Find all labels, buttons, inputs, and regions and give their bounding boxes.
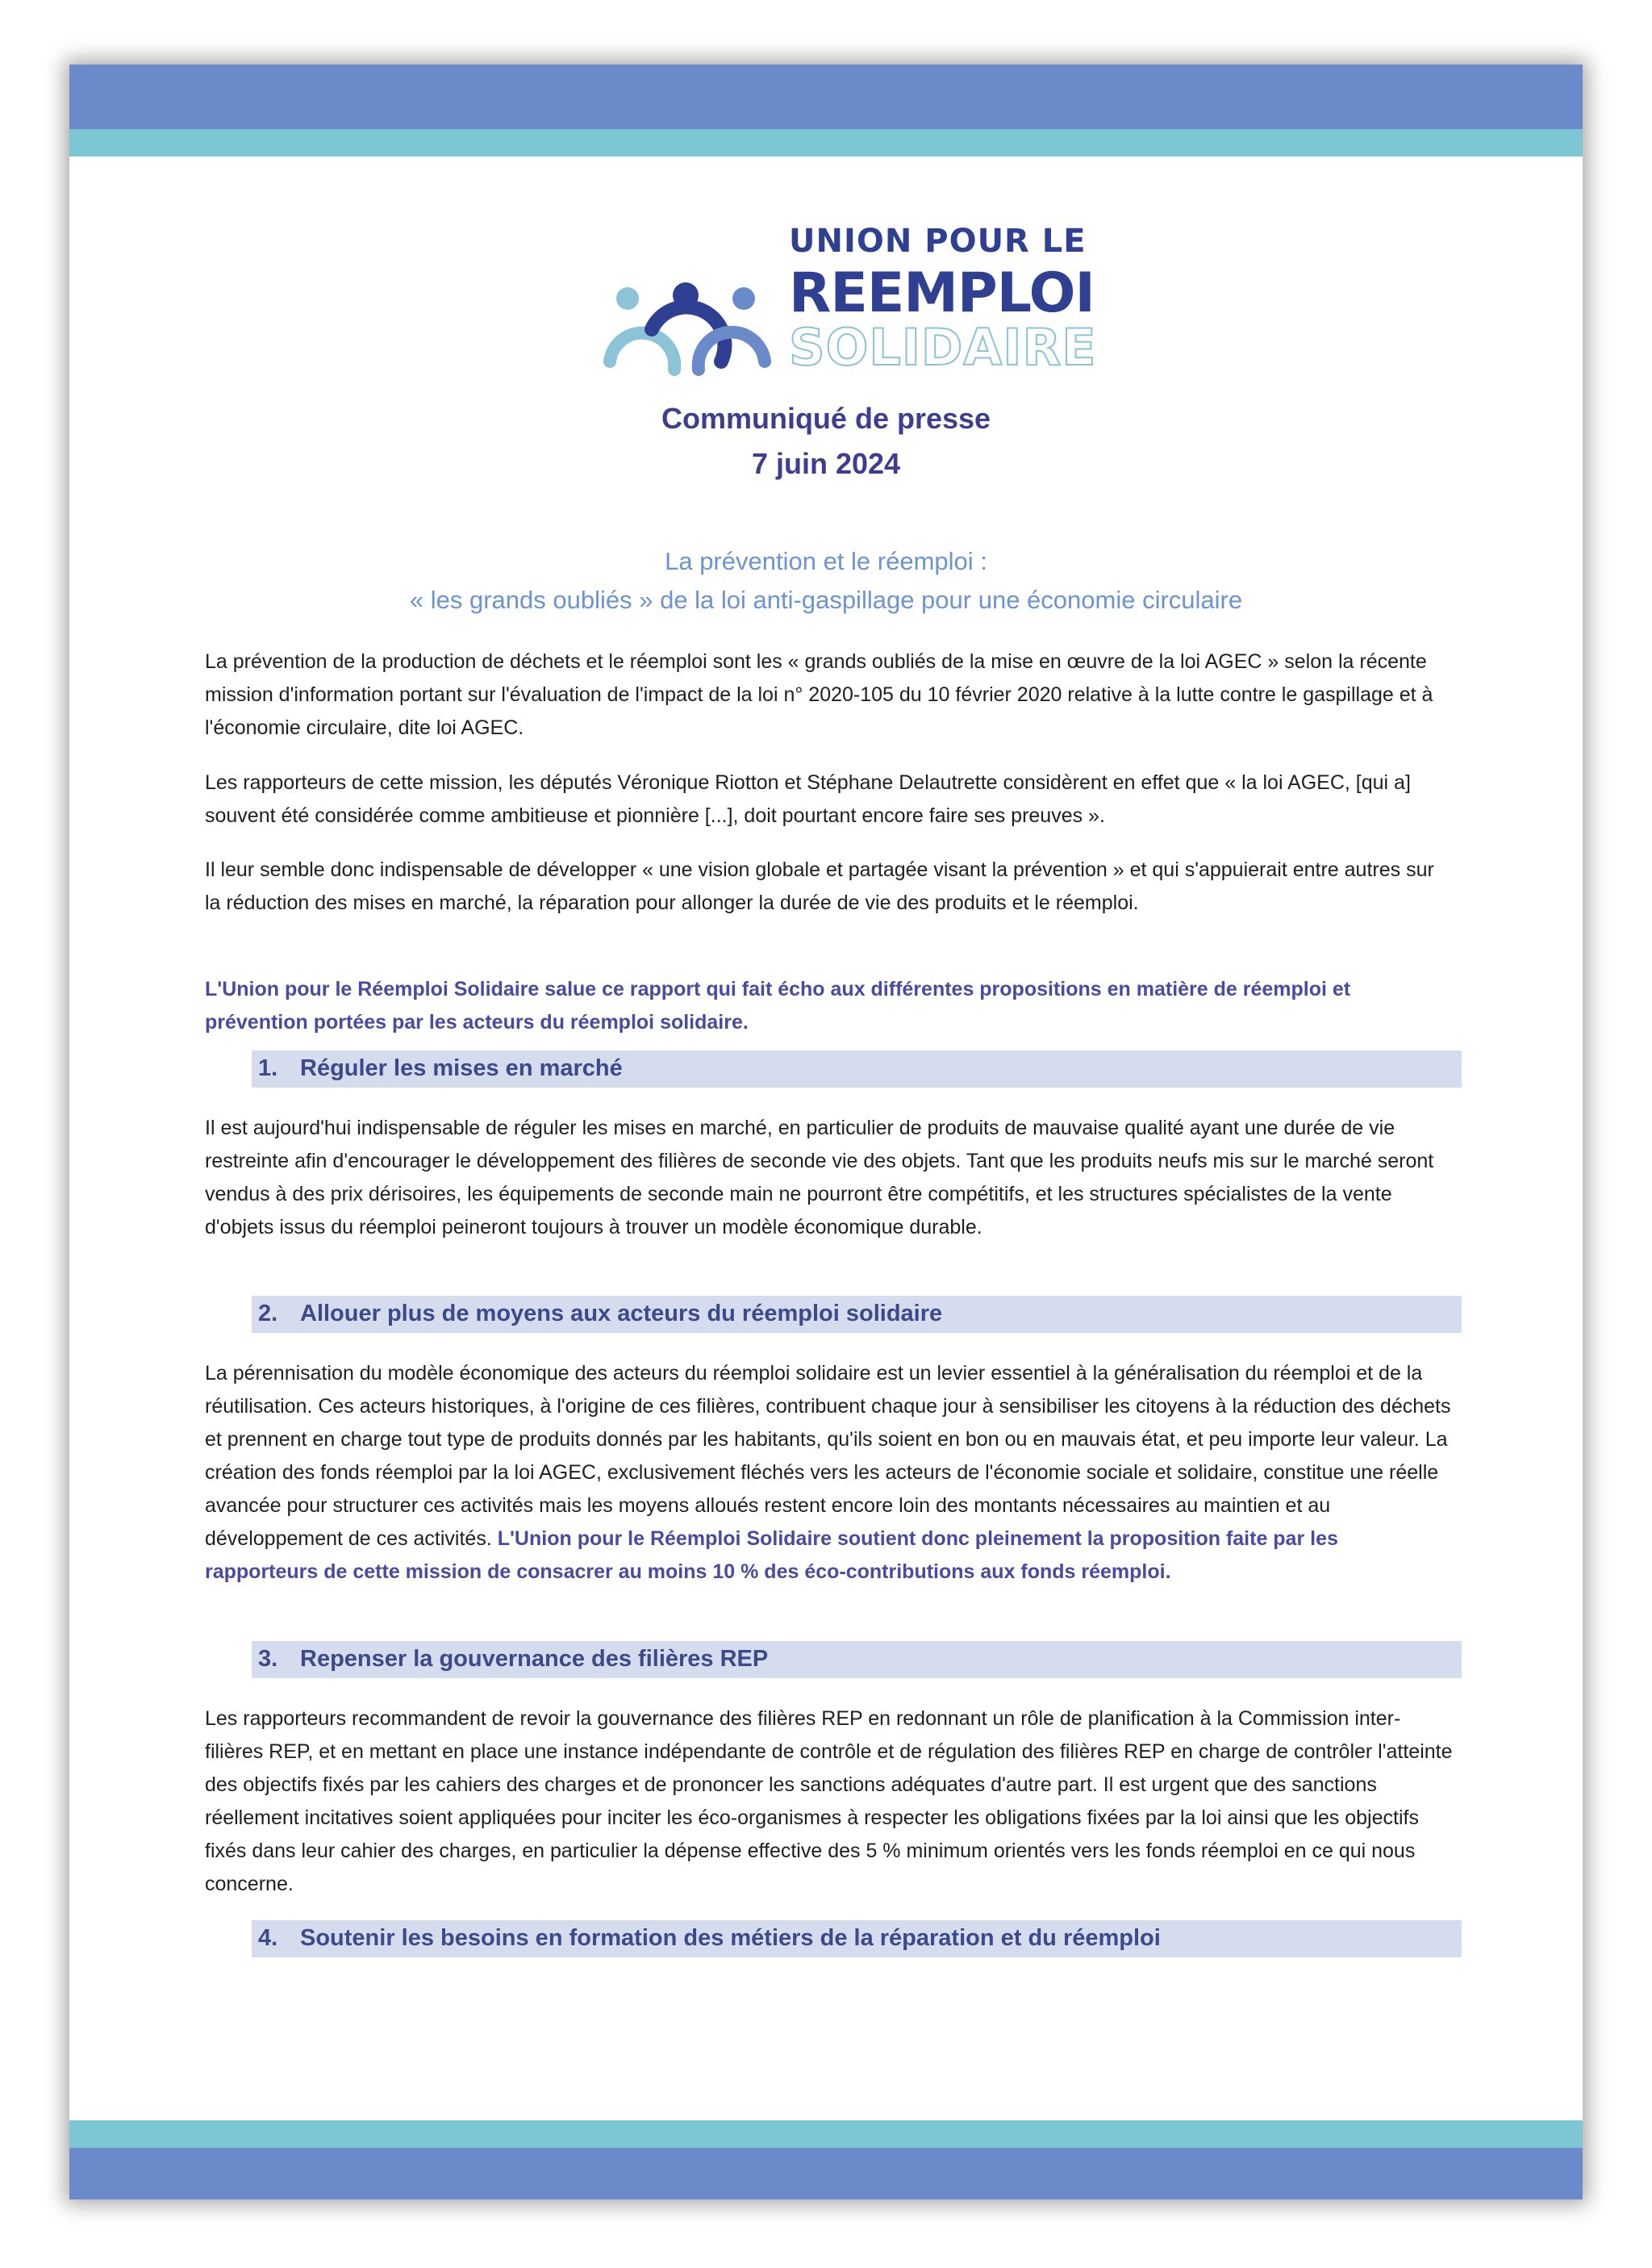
section-number: 4. [258,1925,278,1951]
document-page [69,65,1583,2199]
section-heading-1 [252,1050,1462,1088]
section-3-body: Les rapporteurs recommandent de revoir la gouvernance des filières REP en redonnant un rôle de planification à la Commission inter-filières REP, et en mettant en place une instance indépendante de contrôle et de régulation des filières REP en charge de contrôler l'atteinte des objectifs fixés par les cahiers des charges et de prononcer les sanctions adéquates d'autre part. Il est urgent que des sanctions réellement incitatives soient appliquées pour inciter les éco-organismes à respecter les obligations fixées par la loi ainsi que les objectifs fixés dans leur cahier des charges, en particulier la dépense effective des 5 % minimum orientés vers les fonds réemploi en ce qui nous concerne. [205,1707,1453,1895]
headline-line2: « les grands oubliés » de la loi anti-gaspillage pour une économie circulaire [409,586,1243,614]
section-2-body-accent: L'Union pour le Réemploi Solidaire soutient donc pleinement la proposition faite par les rapporteurs de cette mission de consacrer au moins 10 % des éco-contributions aux fonds réemploi. [205,1527,1338,1583]
section-2-body-text: La pérennisation du modèle économique des acteurs du réemploi solidaire est un levier essentiel à la généralisation du réemploi et de la réutilisation. Ces acteurs historiques, à l'origine de ces filières, contribuent chaque jour à sensibiliser les citoyens à la réduction des déchets et prennent en charge tout type de produits donnés par les habitants, qu'ils soient en bon ou en mauvais état, et peu importe leur valeur. La création des fonds réemploi par la loi AGEC, exclusivement fléchés vers les acteurs de l'économie sociale et solidaire, constitue une réelle avancée pour structurer ces activités mais les moyens alloués restent encore loin des montants nécessaires au maintien et au développement de ces activités. [205,1362,1451,1550]
section-title: Repenser la gouvernance des filières REP [300,1646,769,1672]
header-band-light [69,129,1583,157]
footer-band-dark [69,2148,1583,2199]
logo-text-line2: REEMPLOI [789,261,1095,325]
intro-paragraph-2: Les rapporteurs de cette mission, les députés Véronique Riotton et Stéphane Delautrette considèrent en effet que « la loi AGEC, [qui a] souvent été considérée comme ambitieuse et pionnière [...], doit pourtant encore faire ses preuves ». [205,771,1411,827]
section-title: Soutenir les besoins en formation des métiers de la réparation et du réemploi [300,1925,1161,1951]
section-number: 2. [258,1301,278,1326]
intro-paragraph-4: L'Union pour le Réemploi Solidaire salue ce rapport qui fait écho aux différentes propositions en matière de réemploi et prévention portées par les acteurs du réemploi solidaire. [205,978,1351,1034]
section-title: Réguler les mises en marché [300,1055,623,1081]
header-band-dark [69,65,1583,129]
section-1-body: Il est aujourd'hui indispensable de réguler les mises en marché, en particulier de produits de mauvaise qualité ayant une durée de vie restreinte afin d'encourager le développement des filières de seconde vie des objets. Tant que les produits neufs mis sur le marché seront vendus à des prix dérisoires, les équipements de seconde main ne pourront être compétitifs, et les structures spécialistes de la vente d'objets issus du réemploi peineront toujours à trouver un modèle économique durable. [205,1117,1434,1238]
section-2-body [205,1357,1455,1589]
press-release-date: 7 juin 2024 [751,447,901,480]
section-heading-3 [252,1641,1462,1678]
logo-text-line1: UNION POUR LE [789,223,1087,260]
footer-band-light [69,2120,1583,2148]
section-heading-4 [252,1920,1462,1957]
section-heading-2 [252,1296,1462,1333]
section-number: 3. [258,1646,278,1672]
headline-line1: La prévention et le réemploi : [665,547,987,575]
press-release-title: Communiqué de presse [661,402,991,435]
intro-paragraph-3: Il leur semble donc indispensable de développer « une vision globale et partagée visant la prévention » et qui s'appuierait entre autres sur la réduction des mises en marché, la réparation pour allonger la durée de vie des produits et le réemploi. [205,858,1434,914]
section-number: 1. [258,1055,278,1081]
logo-text-line3: SOLIDAIRE [789,318,1097,377]
union-reemploi-solidaire-logo [586,208,1097,426]
section-title: Allouer plus de moyens aux acteurs du réemploi solidaire [300,1301,943,1326]
people-circles-icon [586,208,787,426]
intro-paragraph-1: La prévention de la production de déchets et le réemploi sont les « grands oubliés de la mise en œuvre de la loi AGEC » selon la récente mission d'information portant sur l'évaluation de l'impact de la loi n° 2020-105 du 10 février 2020 relative à la lutte contre le gaspillage et à l'économie circulaire, dite loi AGEC. [205,650,1433,739]
